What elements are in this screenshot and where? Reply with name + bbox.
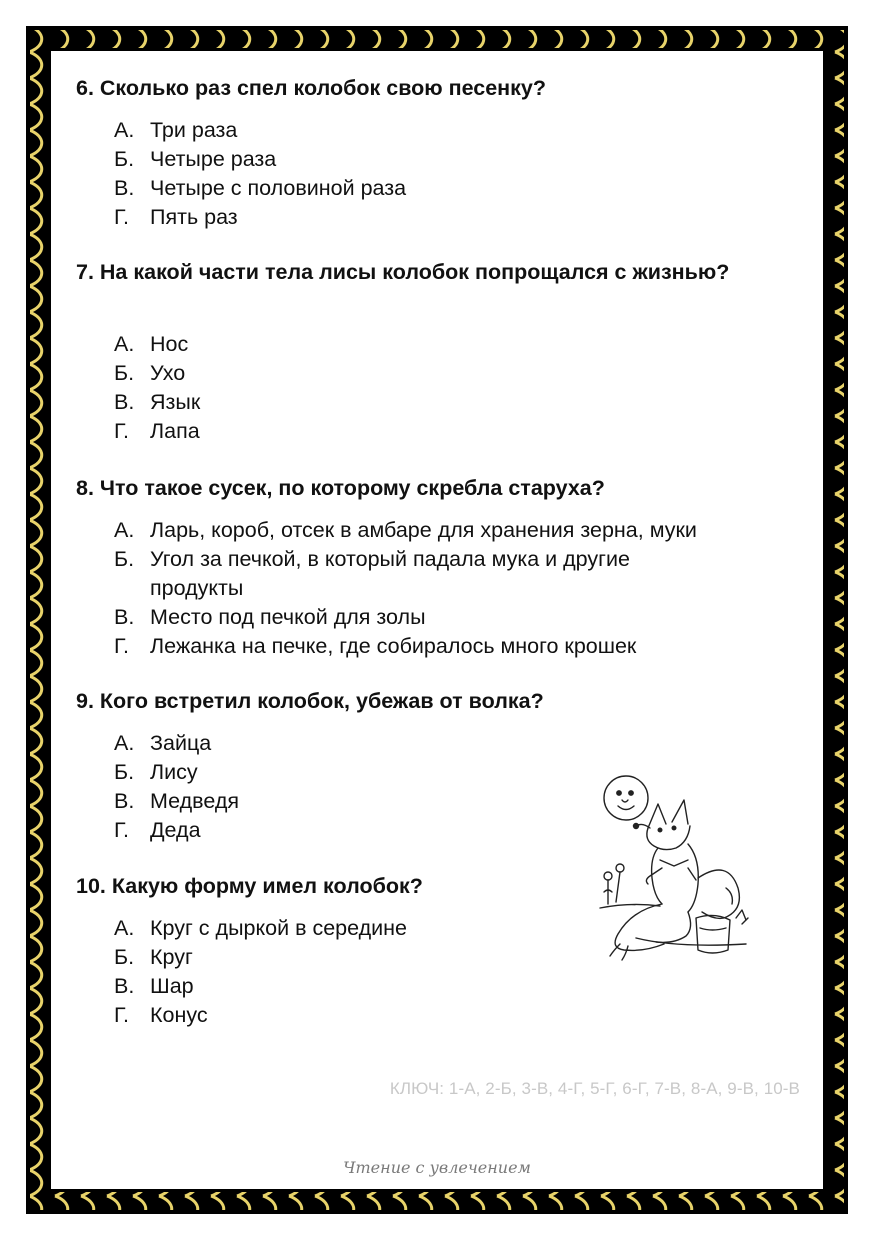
answer-text: Три раза bbox=[150, 118, 238, 142]
answer-letter: А. bbox=[114, 118, 135, 142]
answer-text: Шар bbox=[150, 974, 194, 998]
answer-option bbox=[114, 603, 804, 632]
answer-text: Место под печкой для золы bbox=[150, 605, 426, 629]
answer-letter: В. bbox=[114, 176, 135, 200]
answer-letter: Г. bbox=[114, 1003, 129, 1027]
question-8: 8. Что такое сусек, по которому скребла старуха? bbox=[76, 476, 605, 500]
answer-text: Четыре с половиной раза bbox=[150, 176, 407, 200]
answer-option bbox=[114, 174, 804, 203]
footer-signature: Чтение с увлечением bbox=[343, 1158, 531, 1177]
question-6: 6. Сколько раз спел колобок свою песенку? bbox=[76, 76, 547, 100]
answer-letter: В. bbox=[114, 974, 135, 998]
answer-text: Зайца bbox=[150, 731, 212, 755]
answer-text: Круг bbox=[150, 945, 193, 969]
answer-text: Деда bbox=[150, 818, 201, 842]
answer-text: Язык bbox=[150, 390, 201, 414]
answer-option bbox=[114, 388, 804, 417]
answer-text: Угол за печкой, в который падала мука и другие продукты bbox=[150, 547, 630, 600]
answer-letter: Г. bbox=[114, 818, 129, 842]
answer-letter: А. bbox=[114, 518, 135, 542]
answer-option bbox=[114, 203, 804, 232]
answer-option bbox=[114, 545, 710, 603]
answers-7 bbox=[114, 330, 804, 446]
answer-key: КЛЮЧ: 1-А, 2-Б, 3-В, 4-Г, 5-Г, 6-Г, 7-В, 8-А, 9-В, 10-В bbox=[389, 1079, 800, 1098]
answer-text: Ухо bbox=[150, 361, 186, 385]
answer-option bbox=[114, 729, 804, 758]
answer-letter: Б. bbox=[114, 760, 135, 784]
answer-text: Пять раз bbox=[150, 205, 238, 229]
answer-letter: Б. bbox=[114, 945, 135, 969]
answer-letter: Г. bbox=[114, 634, 129, 658]
answer-letter: В. bbox=[114, 605, 135, 629]
question-7: 7. На какой части тела лисы колобок попрощался с жизнью? bbox=[76, 260, 730, 284]
answer-letter: Б. bbox=[114, 361, 135, 385]
answer-text: Ларь, короб, отсек в амбаре для хранения зерна, муки bbox=[150, 518, 697, 542]
answer-letter: А. bbox=[114, 916, 135, 940]
answer-option bbox=[114, 330, 804, 359]
question-10: 10. Какую форму имел колобок? bbox=[76, 874, 423, 898]
answer-text: Лису bbox=[150, 760, 198, 784]
answer-letter: А. bbox=[114, 731, 135, 755]
answer-letter: В. bbox=[114, 390, 135, 414]
answer-option bbox=[114, 1001, 804, 1030]
answer-option bbox=[114, 516, 804, 545]
answer-option bbox=[114, 359, 804, 388]
answer-text: Круг с дыркой в середине bbox=[150, 916, 408, 940]
question-9: 9. Кого встретил колобок, убежав от волка? bbox=[76, 689, 544, 713]
answer-option bbox=[114, 145, 804, 174]
answer-letter: Б. bbox=[114, 547, 135, 571]
answer-text: Лежанка на печке, где собиралось много крошек bbox=[150, 634, 637, 658]
answer-text: Конус bbox=[150, 1003, 208, 1027]
fox-kolobok-icon bbox=[596, 768, 756, 968]
answer-letter: В. bbox=[114, 789, 135, 813]
answer-option bbox=[114, 972, 804, 1001]
answer-text: Медведя bbox=[150, 789, 240, 813]
answer-text: Нос bbox=[150, 332, 189, 356]
answer-option bbox=[114, 632, 804, 661]
answers-8 bbox=[114, 516, 804, 661]
answer-option bbox=[114, 116, 804, 145]
answer-text: Четыре раза bbox=[150, 147, 277, 171]
answers-6 bbox=[114, 116, 804, 232]
answer-letter: Г. bbox=[114, 419, 129, 443]
answer-letter: Г. bbox=[114, 205, 129, 229]
answer-text: Лапа bbox=[150, 419, 200, 443]
answer-option bbox=[114, 417, 804, 446]
answer-letter: А. bbox=[114, 332, 135, 356]
answer-letter: Б. bbox=[114, 147, 135, 171]
quiz-content bbox=[76, 0, 806, 1240]
fox-kolobok-illustration bbox=[596, 768, 756, 968]
